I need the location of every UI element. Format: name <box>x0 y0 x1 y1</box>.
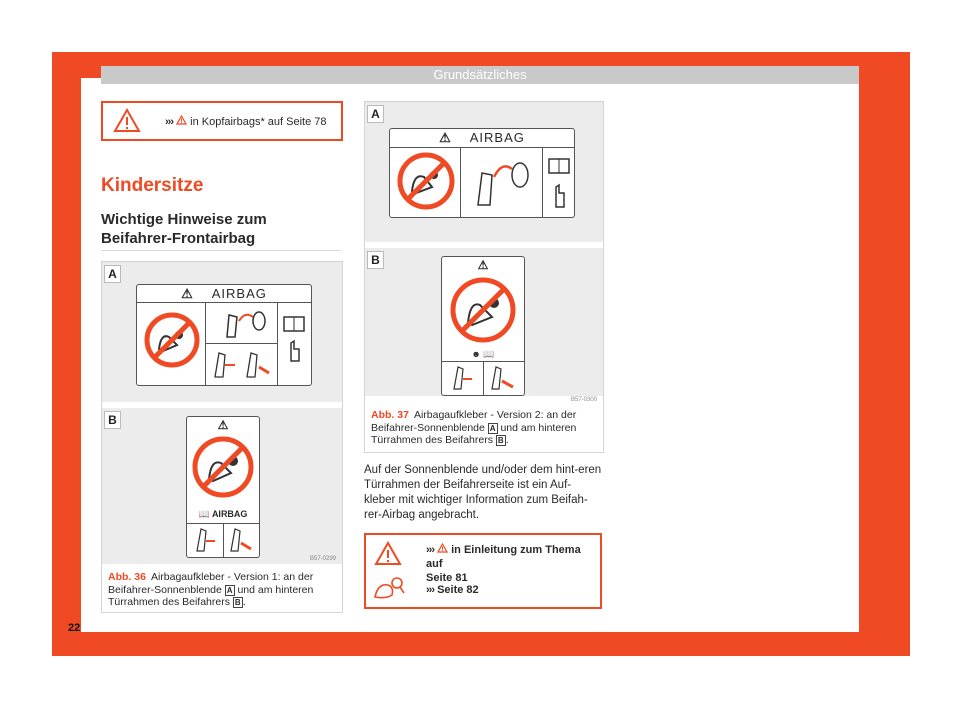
figure-37-label-a: A <box>367 105 384 123</box>
page-number: 22 <box>68 622 81 634</box>
bottom-warning-link-2[interactable]: Seite 82 <box>437 584 479 596</box>
top-warning-link[interactable]: in Kopfairbags* auf Seite 78 <box>190 116 327 128</box>
top-warning-text <box>165 115 327 129</box>
figure-37-label-b: B <box>367 251 384 269</box>
figure-36 <box>101 261 343 613</box>
no-rear-child-seat-icon <box>396 151 456 211</box>
airbag-sticker-a <box>389 128 575 218</box>
page-title: Kindersitze <box>101 175 204 196</box>
person-icon: ☻ <box>471 349 481 359</box>
airbag-sticker-a <box>136 284 312 386</box>
airbag-deploy-icon <box>472 153 532 211</box>
seat-child-icon <box>488 363 518 393</box>
figure-37-caption: Abb. 37 Airbagaufkleber - Version 2: an der Beifahrer-Sonnenblende A und am hinteren Türrahmen des Beifahrers B . <box>371 409 577 446</box>
no-rear-child-seat-icon <box>448 275 518 345</box>
section-subtitle: Wichtige Hinweise zum Beifahrer-Frontairbag <box>101 211 267 247</box>
sticker-warning-icon: ⚠ <box>181 286 194 301</box>
figure-36-label-b: B <box>104 411 121 429</box>
airbag-sticker-b <box>441 256 525 396</box>
environment-note-icon <box>372 575 406 601</box>
figure-36-caption: Abb. 36 Airbagaufkleber - Version 1: an der Beifahrer-Sonnenblende A und am hinteren Türrahmen des Beifahrers B . <box>108 571 314 608</box>
bottom-warning-box <box>364 533 602 609</box>
manual-book-icon: 📖 <box>198 509 210 519</box>
body-paragraph: Auf der Sonnenblende und/oder dem hint-eren Türrahmen der Beifahrerseite ist ein Auf-kleber mit wichtiger Information zum Beifah-rer-Airbag angebracht. <box>364 464 602 521</box>
sticker-warning-icon: ⚠ <box>439 130 452 145</box>
bottom-warning-link-1[interactable]: in Einleitung zum Thema auf <box>426 544 581 570</box>
sticker-warning-icon: ⚠ <box>477 258 489 272</box>
no-rear-child-seat-icon <box>143 311 201 369</box>
chevron-link-icon: ››› <box>426 584 434 596</box>
no-rear-child-seat-icon <box>191 435 255 499</box>
figure-37-code: B57-0300 <box>571 397 598 403</box>
heading-divider <box>101 250 341 251</box>
manual-book-icon: 📖 <box>483 349 495 359</box>
chevron-link-icon: ››› <box>165 116 173 128</box>
sticker-title: AIRBAG <box>469 130 525 145</box>
seat-forward-icon <box>450 363 478 393</box>
sticker-icons-row <box>444 349 522 360</box>
bottom-warning-text: ››› in Einleitung zum Thema auf Seite 81 <box>426 544 581 584</box>
manual-book-icon <box>548 157 570 211</box>
airbag-deploy-icon <box>223 307 267 341</box>
airbag-sticker-b <box>186 416 260 558</box>
seat-forward-icon <box>211 347 239 381</box>
warning-triangle-icon <box>374 541 402 566</box>
manual-book-icon <box>283 315 305 365</box>
small-warning-icon <box>176 115 187 125</box>
chevron-link-icon: ››› <box>426 544 434 556</box>
sticker-small-label: 📖 AIRBAG <box>198 509 248 519</box>
bottom-note-text <box>426 583 596 597</box>
sticker-warning-icon: ⚠ <box>217 418 229 432</box>
seat-child-icon <box>227 525 255 555</box>
section-header: Grundsätzliches <box>101 66 859 84</box>
seat-forward-icon <box>193 525 219 555</box>
warning-triangle-icon <box>113 108 141 133</box>
figure-36-code: B57-0299 <box>310 556 337 562</box>
top-warning-box <box>101 101 343 141</box>
figure-37 <box>364 101 604 453</box>
small-warning-icon <box>437 543 448 553</box>
figure-36-label-a: A <box>104 265 121 283</box>
seat-child-icon <box>243 347 273 381</box>
sticker-title: AIRBAG <box>211 286 267 301</box>
